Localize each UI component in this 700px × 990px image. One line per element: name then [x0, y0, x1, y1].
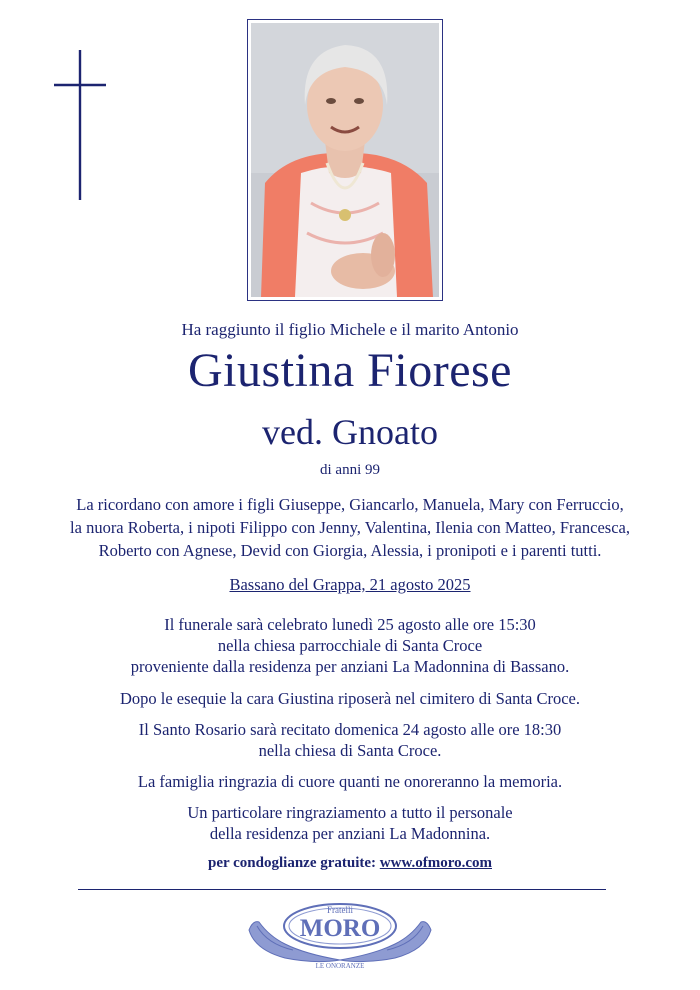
mourners-line: la nuora Roberta, i nipoti Filippo con Jenny, Valentina, Ilenia con Matteo, Francesca, [70, 518, 630, 537]
divider [78, 889, 606, 890]
condolences-link[interactable]: www.ofmoro.com [379, 855, 492, 871]
funeral-line: proveniente dalla residenza per anziani La Madonnina di Bassano. [130, 657, 570, 676]
fratelli-moro-logo [245, 900, 435, 972]
rosary-line: nella chiesa di Santa Croce. [258, 741, 442, 760]
logo-name: MORO [299, 915, 381, 942]
funeral-paragraph [0, 614, 700, 677]
family-thanks: La famiglia ringrazia di cuore quanti ne onoreranno la memoria. [137, 772, 563, 791]
special-thanks-line: Un particolare ringraziamento a tutto il personale [187, 803, 513, 822]
place-date: Bassano del Grappa, 21 agosto 2025 [229, 575, 471, 594]
logo-bottom-text: LE ONORANZE [315, 962, 365, 970]
logo-top-text: Fratelli [327, 905, 353, 915]
burial-text: Dopo le esequie la cara Giustina riposerà nel cimitero di Santa Croce. [119, 689, 580, 708]
portrait-photo [247, 19, 443, 301]
widow-of: ved. Gnoato [262, 412, 438, 452]
funeral-line: nella chiesa parrocchiale di Santa Croce [217, 636, 483, 655]
deceased-name: Giustina Fiorese [188, 344, 512, 397]
condolences-line [0, 855, 700, 872]
intro-text: Ha raggiunto il figlio Michele e il marito Antonio [181, 320, 519, 339]
rosary-paragraph [0, 719, 700, 761]
funeral-line: Il funerale sarà celebrato lunedì 25 agosto alle ore 15:30 [164, 615, 536, 634]
mourners-line: La ricordano con amore i figli Giuseppe, Giancarlo, Manuela, Mary con Ferruccio, [76, 495, 624, 514]
age-text: di anni 99 [320, 462, 380, 478]
mourners-line: Roberto con Agnese, Devid con Giorgia, Alessia, i pronipoti e i parenti tutti. [98, 541, 602, 560]
special-thanks [0, 802, 700, 844]
mourners-paragraph [0, 493, 700, 562]
condolences-label: per condoglianze gratuite: [208, 855, 377, 871]
latin-cross-icon [54, 50, 106, 200]
rosary-line: Il Santo Rosario sarà recitato domenica 24 agosto alle ore 18:30 [138, 720, 562, 739]
special-thanks-line: della residenza per anziani La Madonnina. [209, 824, 491, 843]
